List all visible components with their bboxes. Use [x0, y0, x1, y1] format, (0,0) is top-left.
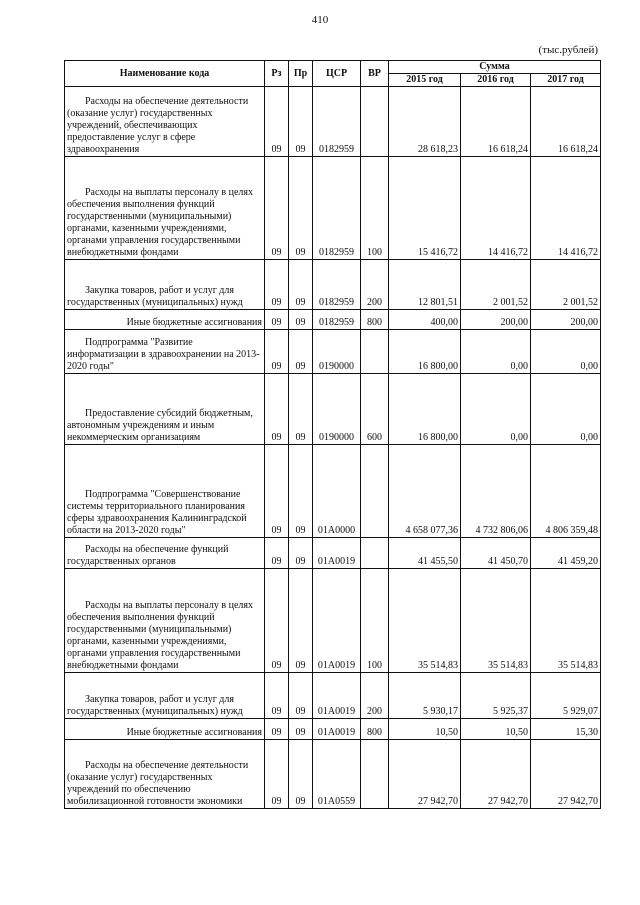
row-rz: 09 [265, 673, 289, 719]
budget-table [64, 60, 601, 809]
row-sum-2016: 27 942,70 [461, 740, 531, 809]
row-name: Расходы на обеспечение деятельности (оказание услуг) государственных учреждений по обеспечению мобилизационной готовности экономики [65, 740, 265, 809]
row-rz: 09 [265, 87, 289, 157]
header-vr: ВР [361, 61, 389, 87]
row-sum-2016: 0,00 [461, 374, 531, 445]
row-vr: 800 [361, 310, 389, 330]
row-sum-2016: 5 925,37 [461, 673, 531, 719]
row-sum-2015: 16 800,00 [389, 374, 461, 445]
row-vr: 200 [361, 260, 389, 310]
row-sum-2016: 16 618,24 [461, 87, 531, 157]
row-rz: 09 [265, 374, 289, 445]
page-number: 410 [311, 14, 329, 26]
row-name: Закупка товаров, работ и услуг для государственных (муниципальных) нужд [65, 673, 265, 719]
row-sum-2015: 5 930,17 [389, 673, 461, 719]
table-row [65, 673, 601, 719]
row-csr: 01А0019 [313, 673, 361, 719]
row-name: Закупка товаров, работ и услуг для государственных (муниципальных) нужд [65, 260, 265, 310]
row-rz: 09 [265, 260, 289, 310]
row-sum-2015: 4 658 077,36 [389, 445, 461, 538]
row-csr: 0182959 [313, 157, 361, 260]
header-year-2017: 2017 год [531, 74, 601, 87]
row-sum-2016: 4 732 806,06 [461, 445, 531, 538]
row-vr: 200 [361, 673, 389, 719]
row-pr: 09 [289, 330, 313, 374]
header-pr: Пр [289, 61, 313, 87]
row-vr: 100 [361, 157, 389, 260]
row-sum-2016: 10,50 [461, 719, 531, 740]
row-sum-2017: 41 459,20 [531, 538, 601, 569]
row-sum-2016: 200,00 [461, 310, 531, 330]
unit-label: (тыс.рублей) [538, 44, 598, 56]
table-row [65, 157, 601, 260]
row-name: Иные бюджетные ассигнования [65, 719, 265, 740]
row-sum-2015: 28 618,23 [389, 87, 461, 157]
row-name: Расходы на обеспечение деятельности (оказание услуг) государственных учреждений, обеспечивающих предоставление услуг в сфере здравоохранения [65, 87, 265, 157]
row-rz: 09 [265, 157, 289, 260]
row-pr: 09 [289, 719, 313, 740]
header-year-2015: 2015 год [389, 74, 461, 87]
row-pr: 09 [289, 445, 313, 538]
row-sum-2015: 16 800,00 [389, 330, 461, 374]
row-rz: 09 [265, 719, 289, 740]
row-sum-2015: 10,50 [389, 719, 461, 740]
row-pr: 09 [289, 310, 313, 330]
row-csr: 01А0019 [313, 538, 361, 569]
row-name: Подпрограмма "Совершенствование системы территориального планирования сферы здравоохранения Калининградской области на 2013-2020 годы" [65, 445, 265, 538]
row-rz: 09 [265, 310, 289, 330]
row-vr: 600 [361, 374, 389, 445]
row-sum-2016: 41 450,70 [461, 538, 531, 569]
row-pr: 09 [289, 157, 313, 260]
row-vr [361, 330, 389, 374]
table-row [65, 445, 601, 538]
row-sum-2017: 4 806 359,48 [531, 445, 601, 538]
row-pr: 09 [289, 538, 313, 569]
row-sum-2017: 27 942,70 [531, 740, 601, 809]
row-pr: 09 [289, 87, 313, 157]
row-sum-2017: 0,00 [531, 374, 601, 445]
row-sum-2015: 27 942,70 [389, 740, 461, 809]
row-sum-2017: 14 416,72 [531, 157, 601, 260]
header-name: Наименование кода [65, 61, 265, 87]
row-sum-2016: 35 514,83 [461, 569, 531, 673]
table-row [65, 538, 601, 569]
row-csr: 0182959 [313, 310, 361, 330]
row-vr [361, 87, 389, 157]
row-pr: 09 [289, 569, 313, 673]
row-sum-2015: 15 416,72 [389, 157, 461, 260]
row-name: Предоставление субсидий бюджетным, автономным учреждениям и иным некоммерческим организациям [65, 374, 265, 445]
row-csr: 01А0000 [313, 445, 361, 538]
table-row [65, 719, 601, 740]
row-sum-2017: 5 929,07 [531, 673, 601, 719]
row-sum-2015: 12 801,51 [389, 260, 461, 310]
row-rz: 09 [265, 569, 289, 673]
row-name: Подпрограмма "Развитие информатизации в здравоохранении на 2013-2020 годы" [65, 330, 265, 374]
table-row [65, 374, 601, 445]
header-csr: ЦСР [313, 61, 361, 87]
row-sum-2016: 2 001,52 [461, 260, 531, 310]
row-rz: 09 [265, 445, 289, 538]
table-row [65, 330, 601, 374]
row-csr: 01А0019 [313, 569, 361, 673]
row-sum-2015: 400,00 [389, 310, 461, 330]
row-pr: 09 [289, 374, 313, 445]
row-vr [361, 538, 389, 569]
row-pr: 09 [289, 260, 313, 310]
row-csr: 0190000 [313, 330, 361, 374]
table-row [65, 260, 601, 310]
row-vr [361, 740, 389, 809]
row-rz: 09 [265, 330, 289, 374]
header-year-2016: 2016 год [461, 74, 531, 87]
row-vr: 100 [361, 569, 389, 673]
row-name: Расходы на выплаты персоналу в целях обеспечения выполнения функций государственными (муниципальными) органами, казенными учреждениями, органами управления государственными внебюджетными фондами [65, 569, 265, 673]
row-sum-2016: 14 416,72 [461, 157, 531, 260]
row-sum-2015: 41 455,50 [389, 538, 461, 569]
row-sum-2017: 0,00 [531, 330, 601, 374]
row-sum-2015: 35 514,83 [389, 569, 461, 673]
table-row [65, 87, 601, 157]
table-row [65, 569, 601, 673]
row-csr: 0190000 [313, 374, 361, 445]
row-name: Расходы на обеспечение функций государственных органов [65, 538, 265, 569]
row-sum-2017: 200,00 [531, 310, 601, 330]
row-csr: 01А0559 [313, 740, 361, 809]
row-sum-2017: 15,30 [531, 719, 601, 740]
header-rz: Рз [265, 61, 289, 87]
header-sum: Сумма [389, 61, 601, 74]
row-pr: 09 [289, 673, 313, 719]
row-csr: 0182959 [313, 260, 361, 310]
row-sum-2017: 2 001,52 [531, 260, 601, 310]
row-csr: 0182959 [313, 87, 361, 157]
row-name: Расходы на выплаты персоналу в целях обеспечения выполнения функций государственными (муниципальными) органами, казенными учреждениями, органами управления государственными внебюджетными фондами [65, 157, 265, 260]
row-pr: 09 [289, 740, 313, 809]
table-row [65, 310, 601, 330]
row-rz: 09 [265, 538, 289, 569]
row-name: Иные бюджетные ассигнования [65, 310, 265, 330]
row-csr: 01А0019 [313, 719, 361, 740]
row-sum-2017: 35 514,83 [531, 569, 601, 673]
table-row [65, 740, 601, 809]
row-rz: 09 [265, 740, 289, 809]
row-vr [361, 445, 389, 538]
row-sum-2016: 0,00 [461, 330, 531, 374]
row-sum-2017: 16 618,24 [531, 87, 601, 157]
row-vr: 800 [361, 719, 389, 740]
